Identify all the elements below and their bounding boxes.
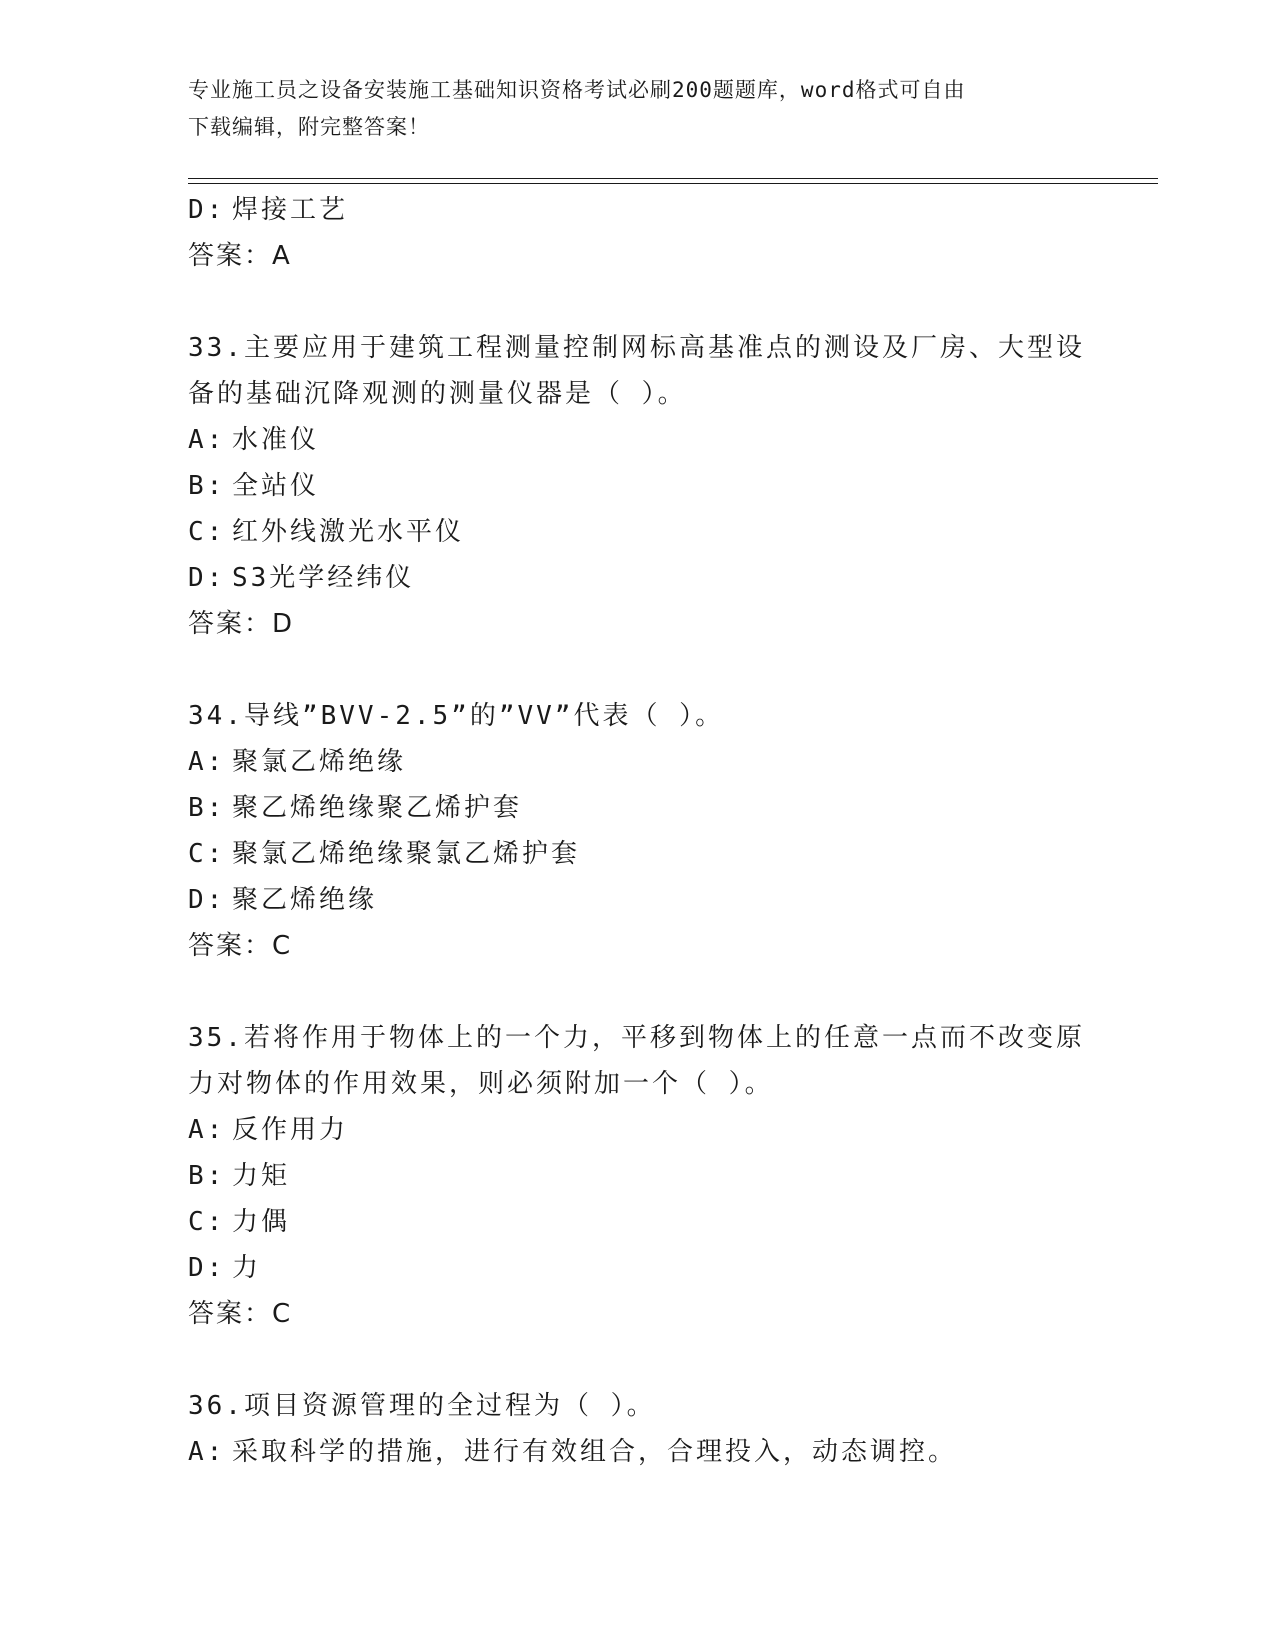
option-text: 力 [232,1253,262,1283]
spacer [188,969,1088,1015]
answer-line: 答案：C [188,931,293,961]
option-d [188,555,1088,601]
option-d [188,1245,1088,1291]
option-text: 聚乙烯绝缘 [232,885,378,915]
question-35 [188,1015,1088,1337]
header-title-line-2: 下载编辑，附完整答案！ [188,115,430,139]
option-text: 聚乙烯绝缘聚乙烯护套 [232,793,523,823]
option-key: D: [188,885,226,915]
header-title-line-1: 专业施工员之设备安装施工基础知识资格考试必刷200题题库，word格式可自由 [188,78,966,102]
option-key: D: [188,195,226,225]
spacer [188,647,1088,693]
option-key: B: [188,1161,226,1191]
option-key: B: [188,793,226,823]
option-text: 水准仪 [232,425,320,455]
header-divider-top [188,178,1158,179]
option-b [188,785,1088,831]
option-c [188,509,1088,555]
spacer [188,1337,1088,1383]
option-text: S3光学经纬仪 [232,563,415,593]
option-a [188,417,1088,463]
option-a [188,1429,1088,1475]
answer-line: 答案：A [188,241,292,271]
option-key: D: [188,1253,226,1283]
spacer [188,279,1088,325]
question-33 [188,325,1088,647]
option-key: C: [188,1207,226,1237]
option-key: A: [188,747,226,777]
question-text-line-2: 力对物体的作用效果，则必须附加一个（ ）。 [188,1069,774,1099]
option-text: 力偶 [232,1207,291,1237]
option-text: 力矩 [232,1161,291,1191]
document-header [188,72,1068,146]
option-text: 红外线激光水平仪 [232,517,465,547]
option-key: A: [188,1437,226,1467]
option-a [188,739,1088,785]
option-b [188,1153,1088,1199]
answer-line: 答案：D [188,609,295,639]
question-list [188,187,1088,1475]
option-b [188,463,1088,509]
question-34 [188,693,1088,969]
option-text: 反作用力 [232,1115,349,1145]
header-divider-bottom [188,183,1158,184]
option-key: A: [188,425,226,455]
question-text-line-1: 33.主要应用于建筑工程测量控制网标高基准点的测设及厂房、大型设 [188,333,1085,363]
option-key: D: [188,563,226,593]
option-text: 采取科学的措施，进行有效组合，合理投入，动态调控。 [232,1437,958,1467]
option-key: C: [188,839,226,869]
option-c [188,1199,1088,1245]
option-text: 全站仪 [232,471,320,501]
option-text: 聚氯乙烯绝缘聚氯乙烯护套 [232,839,581,869]
question-text-line-2: 备的基础沉降观测的测量仪器是（ ）。 [188,379,687,409]
option-key: A: [188,1115,226,1145]
option-a [188,1107,1088,1153]
option-key: C: [188,517,226,547]
question-text-line-1: 34.导线”BVV-2.5”的”VV”代表（ ）。 [188,701,725,731]
option-d [188,187,1088,233]
option-d [188,877,1088,923]
question-text-line-1: 36.项目资源管理的全过程为（ ）。 [188,1391,656,1421]
option-text: 焊接工艺 [232,195,349,225]
option-key: B: [188,471,226,501]
answer-line: 答案：C [188,1299,293,1329]
option-c [188,831,1088,877]
question-text-line-1: 35.若将作用于物体上的一个力，平移到物体上的任意一点而不改变原 [188,1023,1085,1053]
question-36 [188,1383,1088,1475]
option-text: 聚氯乙烯绝缘 [232,747,407,777]
